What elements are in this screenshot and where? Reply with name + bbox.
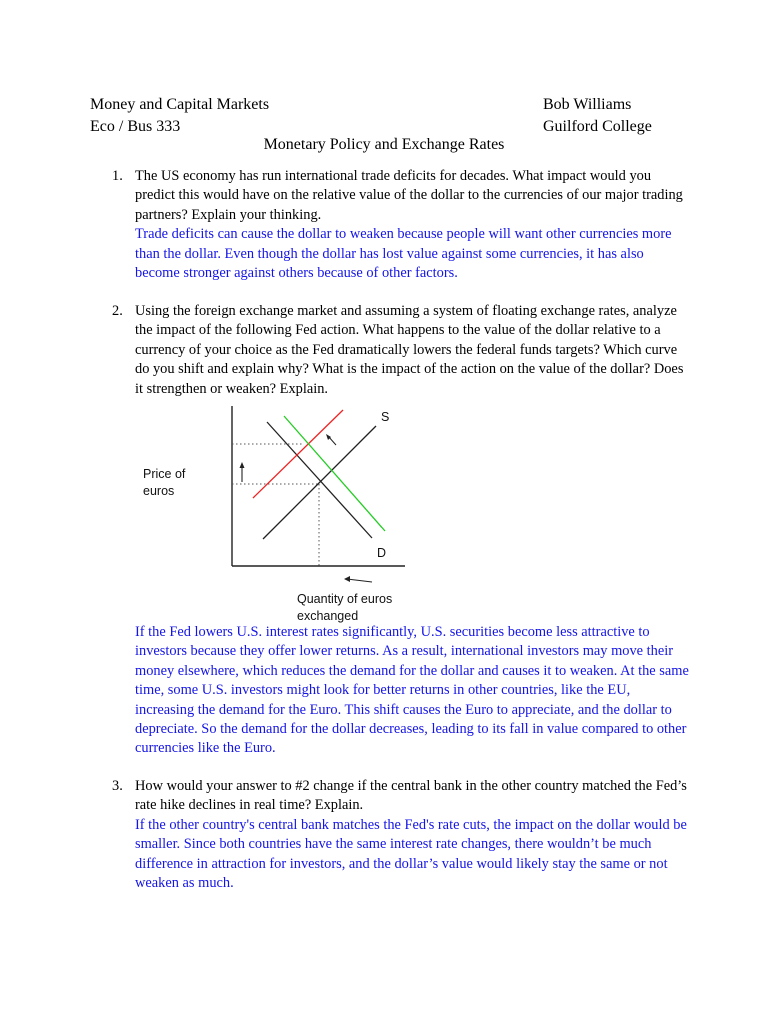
supply-shift-arrow <box>326 434 336 445</box>
question-prompt: How would your answer to #2 change if the central bank in the other country matched the Fed’s rate hike declines in real time? Explain. <box>135 778 687 814</box>
shifted-supply-curve <box>253 410 343 498</box>
question-number: 1. <box>112 168 123 184</box>
x-axis-label-line1: Quantity of euros <box>297 592 393 606</box>
question-answer: If the Fed lowers U.S. interest rates significantly, U.S. securities become less attractive to investors because they offer lower returns. As a result, international investors may move their money elsewhere, which reduces the demand for the dollar and causes it to weaken. At the same time, some U.S. investors might look for better returns in other countries, like the EU, increasing the demand for the Euro. This shift causes the Euro to appreciate, and the dollar to depreciate. So the demand for the dollar decreases, leading to its fall in value compared to other currencies like the Euro. <box>135 624 689 757</box>
school-name: Guilford College <box>543 118 652 135</box>
supply-curve <box>263 426 376 539</box>
supply-label: S <box>381 410 390 424</box>
y-axis-label-line2: euros <box>143 484 175 498</box>
shifted-demand-curve <box>284 416 385 531</box>
course-code: Eco / Bus 333 <box>90 118 181 135</box>
question-answer: Trade deficits can cause the dollar to weaken because people will want other currencies more than the dollar. Even though the dollar has lost value against some currencies, it has also become stronger against others because of other factors. <box>135 226 672 282</box>
question-answer: If the other country's central bank matches the Fed's rate cuts, the impact on the dollar would be smaller. Since both countries have the same interest rate changes, there wouldn’t be much difference in attraction for investors, and the dollar’s value would likely stay the same or not weaken as much. <box>135 816 687 892</box>
course-name: Money and Capital Markets <box>90 96 270 113</box>
question-3 <box>112 777 692 893</box>
question-prompt: Using the foreign exchange market and assuming a system of floating exchange rates, analyze the impact of the following Fed action. What happens to the value of the dollar relative to a currency of your choice as the Fed dramatically lowers the federal funds targets? Which curve do you shift and explain why? What is the impact of the action on the value of the dollar? Does it strengthen or weaken? Explain. <box>135 303 684 397</box>
x-axis-label-line2: exchanged <box>297 609 359 623</box>
question-2-answer <box>112 623 692 759</box>
quantity-left-arrow <box>344 576 372 582</box>
question-prompt: The US economy has run international trade deficits for decades. What impact would you predict this would have on the relative value of the dollar to the currencies of our major trading partners? Explain your thinking. <box>135 168 683 223</box>
price-up-arrow <box>240 462 245 482</box>
y-axis-label-line1: Price of <box>143 467 186 481</box>
demand-label: D <box>377 546 387 560</box>
page-title: Monetary Policy and Exchange Rates <box>263 136 505 153</box>
question-number: 2. <box>112 303 123 319</box>
question-number: 3. <box>112 778 123 794</box>
author-name: Bob Williams <box>543 96 632 113</box>
